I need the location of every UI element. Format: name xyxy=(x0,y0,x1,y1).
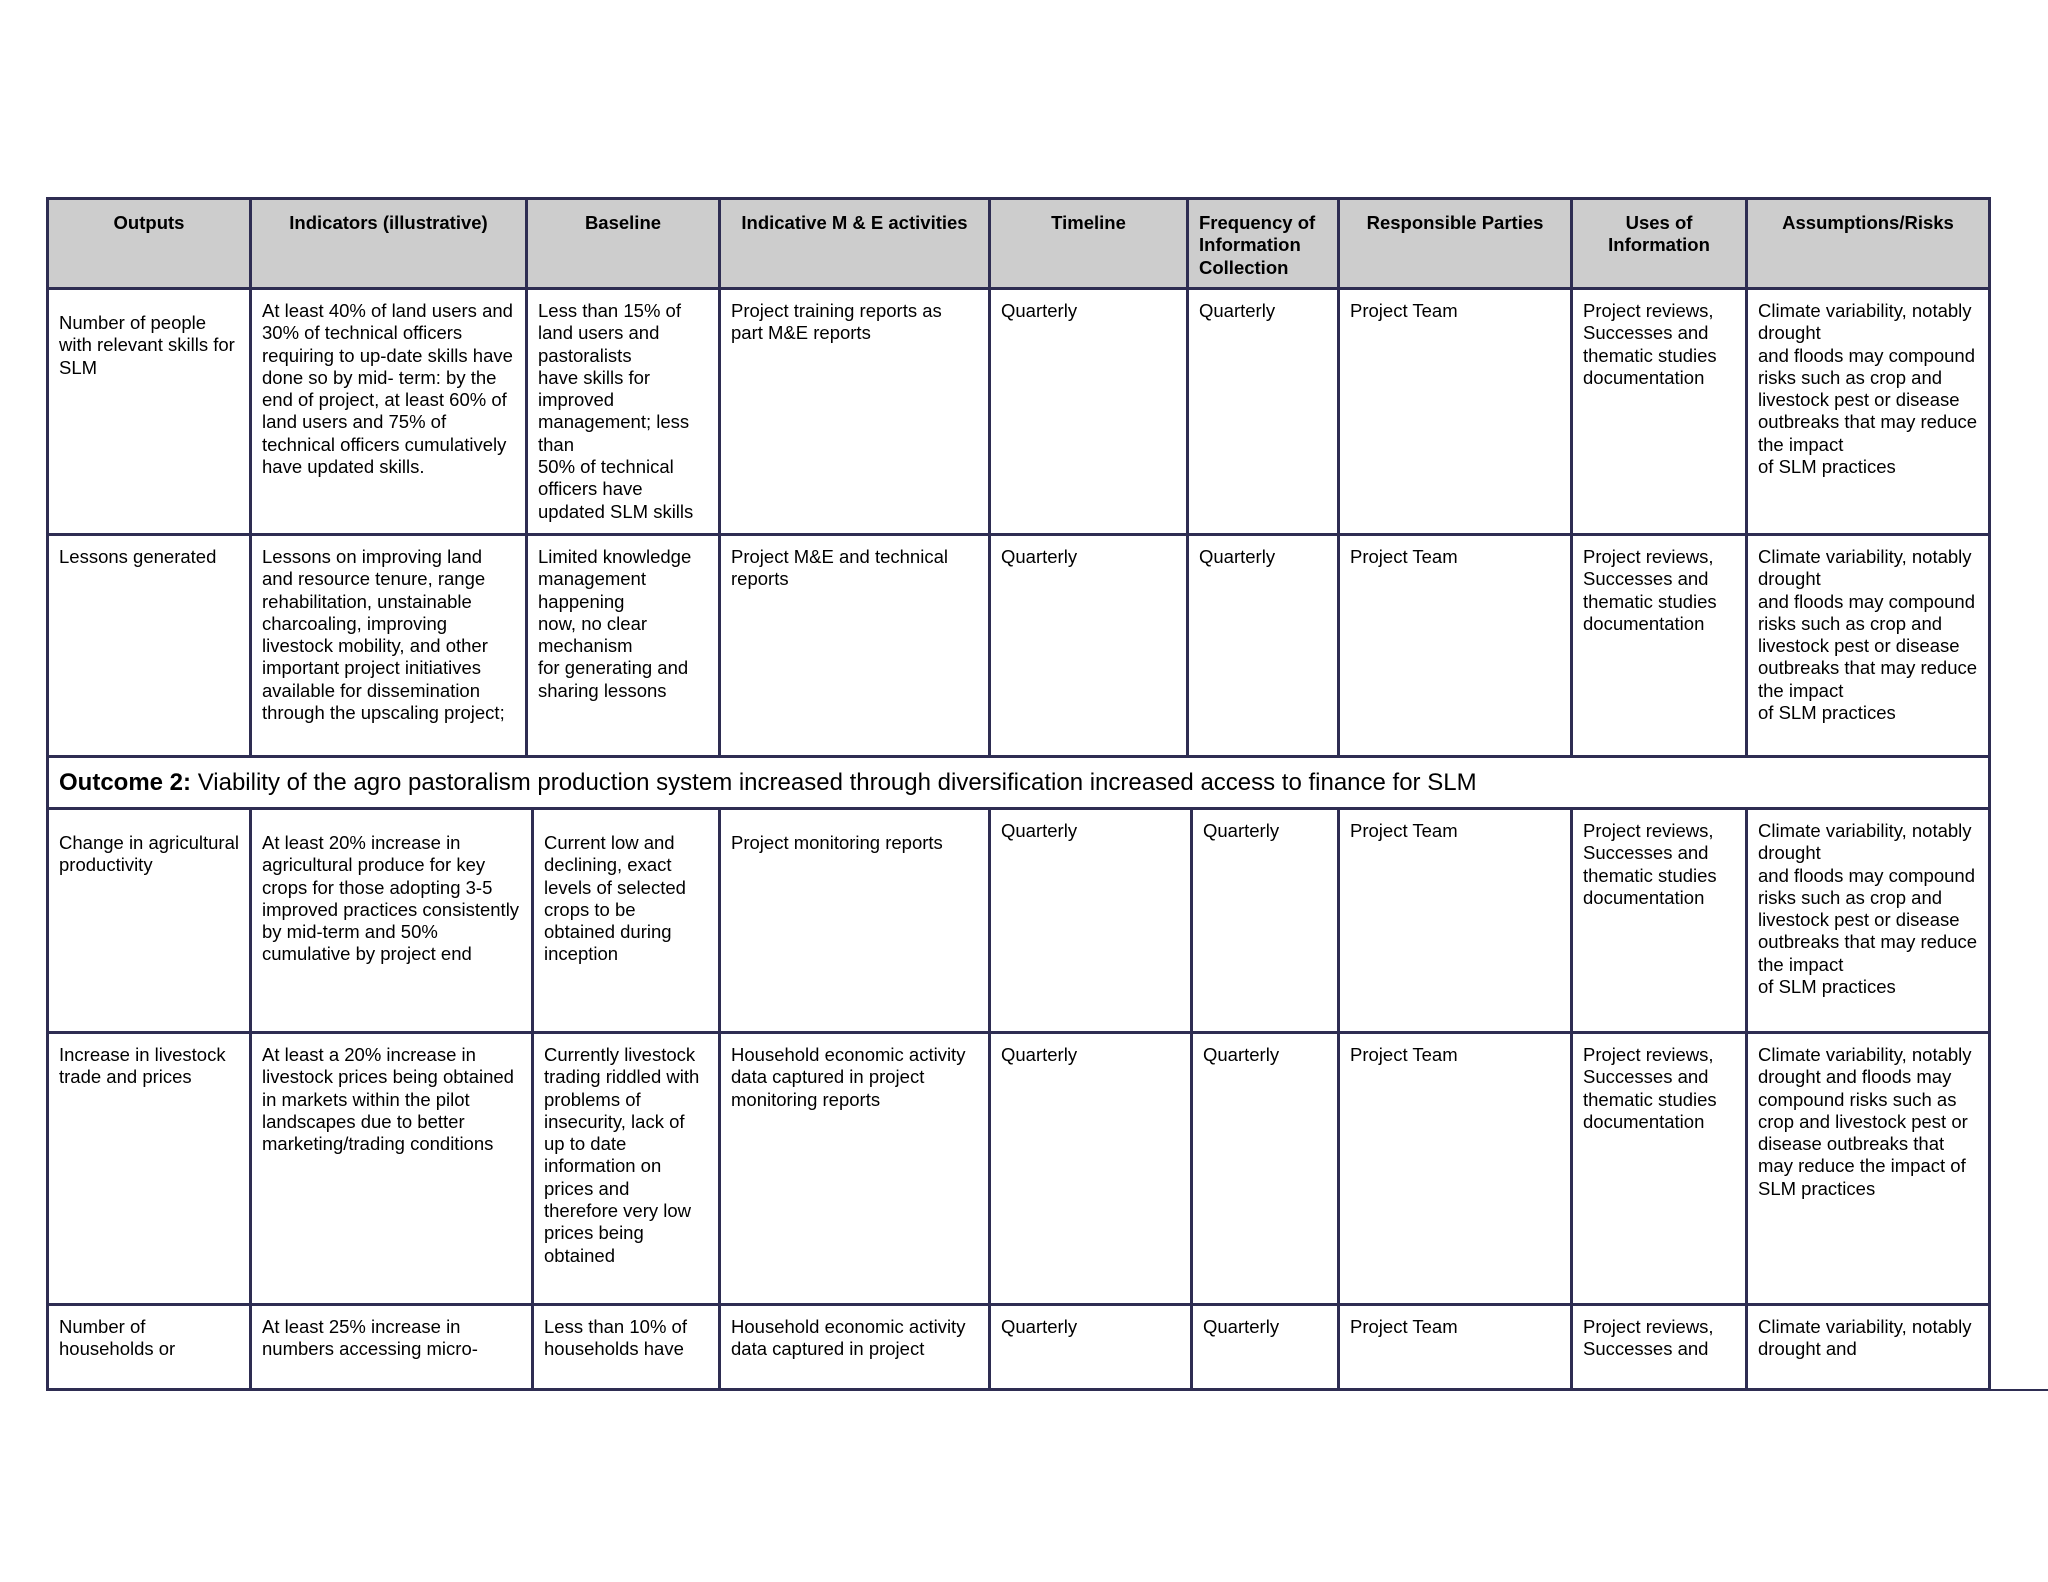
cell-baseline: Less than 15% of land users and pastoralists have skills for improved management; less than 50% of technical officers have updated SLM skills xyxy=(528,290,721,536)
cell-indicator: At least 20% increase in agricultural produce for key crops for those adopting 3-5 improved practices consistently by mid-term and 50% cumulative by project end xyxy=(252,810,534,1034)
cell-timeline: Quarterly xyxy=(991,1306,1193,1388)
cell-uses: Project reviews, Successes and thematic studies documentation xyxy=(1573,536,1748,758)
table-row xyxy=(49,810,1988,1034)
column-header-responsible-parties: Responsible Parties xyxy=(1340,200,1573,290)
cell-activities: Household economic activity data captured in project monitoring reports xyxy=(721,1034,991,1306)
column-header-timeline: Timeline xyxy=(991,200,1189,290)
table-row xyxy=(49,1306,1988,1388)
results-table-section-b xyxy=(49,810,1988,1388)
column-header-uses: Uses of Information xyxy=(1573,200,1748,290)
outcome-label: Outcome 2: xyxy=(59,769,192,796)
table-row xyxy=(49,536,1988,758)
column-header-indicators: Indicators (illustrative) xyxy=(252,200,528,290)
cell-uses: Project reviews, Successes and thematic studies documentation xyxy=(1573,290,1748,536)
cell-responsible-parties: Project Team xyxy=(1340,290,1573,536)
cell-frequency: Quarterly xyxy=(1193,1034,1340,1306)
cell-frequency: Quarterly xyxy=(1193,1306,1340,1388)
cell-output: Change in agricultural productivity xyxy=(49,810,252,1034)
table-row xyxy=(49,1034,1988,1306)
cell-output: Increase in livestock trade and prices xyxy=(49,1034,252,1306)
cell-activities: Project training reports as part M&E reports xyxy=(721,290,991,536)
cell-frequency: Quarterly xyxy=(1189,536,1340,758)
results-table-section-a xyxy=(49,200,1988,758)
column-header-assumptions-risks: Assumptions/Risks xyxy=(1748,200,1988,290)
cell-baseline: Currently livestock trading riddled with problems of insecurity, lack of up to date information on prices and therefore very low prices being obtained xyxy=(534,1034,721,1306)
cell-output: Number of households or xyxy=(49,1306,252,1388)
cell-baseline: Limited knowledge management happening now, no clear mechanism for generating and sharing lessons xyxy=(528,536,721,758)
continuation-rule xyxy=(1990,1389,2048,1391)
table-row xyxy=(49,290,1988,536)
cell-uses: Project reviews, Successes and xyxy=(1573,1306,1748,1388)
cell-uses: Project reviews, Successes and thematic studies documentation xyxy=(1573,1034,1748,1306)
column-header-frequency: Frequency of Information Collection xyxy=(1189,200,1340,290)
cell-indicator: At least 40% of land users and 30% of technical officers requiring to up-date skills have done so by mid- term: by the end of project, at least 60% of land users and 75% of technical officers cumulatively have updated skills. xyxy=(252,290,528,536)
cell-frequency: Quarterly xyxy=(1189,290,1340,536)
cell-assumptions-risks: Climate variability, notably drought and floods may compound risks such as crop and livestock pest or disease outbreaks that may reduce the impact of SLM practices xyxy=(1748,536,1988,758)
cell-timeline: Quarterly xyxy=(991,536,1189,758)
cell-timeline: Quarterly xyxy=(991,810,1193,1034)
cell-assumptions-risks: Climate variability, notably drought and floods may compound risks such as crop and livestock pest or disease outbreaks that may reduce the impact of SLM practices xyxy=(1748,290,1988,536)
cell-responsible-parties: Project Team xyxy=(1340,536,1573,758)
cell-responsible-parties: Project Team xyxy=(1340,1306,1573,1388)
column-header-outputs: Outputs xyxy=(49,200,252,290)
cell-assumptions-risks: Climate variability, notably drought and xyxy=(1758,1316,1972,1360)
cell-assumptions-risks: Climate variability, notably drought and floods may compound risks such as crop and livestock pest or disease outbreaks that may reduce the impact of SLM practices xyxy=(1748,1034,1988,1306)
cell-timeline: Quarterly xyxy=(991,290,1189,536)
outcome-heading xyxy=(49,758,1988,810)
cell-output: Lessons generated xyxy=(49,536,252,758)
column-header-me-activities: Indicative M & E activities xyxy=(721,200,991,290)
cell-activities: Household economic activity data captured in project xyxy=(721,1306,991,1388)
cell-indicator: Lessons on improving land and resource tenure, range rehabilitation, unstainable charcoaling, improving livestock mobility, and other important project initiatives available for dissemination through the upscaling project; xyxy=(252,536,528,758)
column-header-baseline: Baseline xyxy=(528,200,721,290)
cell-indicator: At least a 20% increase in livestock prices being obtained in markets within the pilot landscapes due to better marketing/trading conditions xyxy=(252,1034,534,1306)
cell-timeline: Quarterly xyxy=(991,1034,1193,1306)
cell-activities: Project M&E and technical reports xyxy=(721,536,991,758)
cell-assumptions-risks: Climate variability, notably drought and floods may compound risks such as crop and livestock pest or disease outbreaks that may reduce the impact of SLM practices xyxy=(1748,810,1988,1034)
outcome-banner-table xyxy=(49,758,1988,810)
cell-responsible-parties: Project Team xyxy=(1340,810,1573,1034)
cell-baseline: Less than 10% of households have xyxy=(534,1306,721,1388)
cell-uses: Project reviews, Successes and thematic studies documentation xyxy=(1573,810,1748,1034)
table-header-row xyxy=(49,200,1988,290)
monitoring-framework-table-frame xyxy=(46,197,1991,1391)
cell-output: Number of people with relevant skills for SLM xyxy=(49,290,252,536)
cell-responsible-parties: Project Team xyxy=(1340,1034,1573,1306)
cell-frequency: Quarterly xyxy=(1193,810,1340,1034)
outcome-row xyxy=(49,758,1988,810)
cell-activities: Project monitoring reports xyxy=(721,810,991,1034)
outcome-text: Viability of the agro pastoralism production system increased through diversification increased access to finance for SLM xyxy=(191,769,1477,796)
cell-baseline: Current low and declining, exact levels of selected crops to be obtained during inception xyxy=(534,810,721,1034)
cell-indicator: At least 25% increase in numbers accessing micro- xyxy=(252,1306,534,1388)
